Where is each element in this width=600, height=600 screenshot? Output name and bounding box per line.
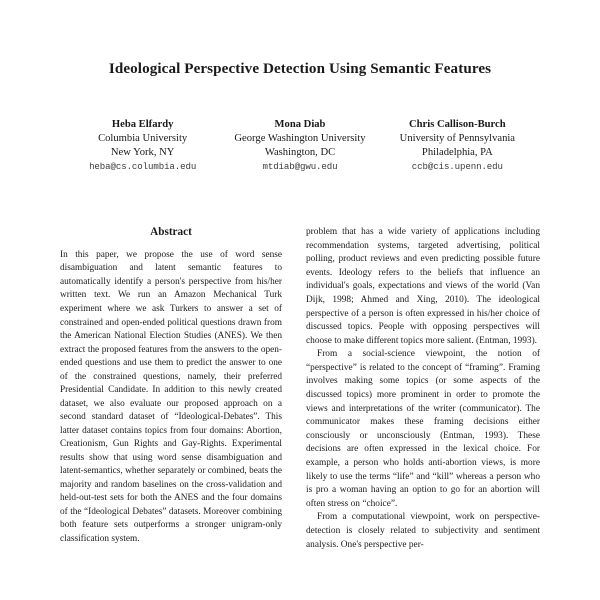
author-email: mtdiab@gwu.edu: [262, 160, 338, 172]
author-name: Heba Elfardy: [111, 118, 174, 130]
author-block: [379, 118, 536, 173]
body-paragraph: From a computational viewpoint, work on perspective-detection is closely related to subjectivity and sentiment analysis. One's perspective per-: [306, 512, 540, 550]
author-block: [221, 118, 378, 173]
two-column-body: [60, 226, 540, 552]
author-affiliation: Columbia University: [98, 132, 188, 144]
author-affiliation: University of Pennsylvania: [399, 132, 516, 144]
introduction-column: [306, 226, 540, 552]
page-title: Ideological Perspective Detection Using Semantic Features: [108, 61, 492, 77]
author-block: [64, 118, 221, 173]
body-paragraph: problem that has a wide variety of applications including recommendation systems, targeted advertising, political polling, product reviews and even predicting possible future events. Ideology refers to the beliefs that influence an individual's goals, expectations and views of the world (Van Dijk, 1998; Ahmed and Xing, 2010). The ideological perspective of a person is often expressed in his/her choice of discussed topics. People with opposing perspectives will choose to make different topics more salient. (Entman, 1993).: [306, 226, 540, 346]
abstract-paragraph: In this paper, we propose the use of word sense disambiguation and latent semantic features to automatically identify a person's perspective from his/her written text. We run an Amazon Mechanical Turk experiment where we ask Turkers to answer a set of constrained and open-ended political questions drawn from the American National Election Studies (ANES). We then extract the proposed features from the answers to the open-ended questions and use them to predict the answer to one of the constrained questions, namely, their preferred Presidential Candidate. In addition to this newly created dataset, we also evaluate our proposed approach on a second standard dataset of “Ideological-Debates”. This latter dataset contains topics from four domains: Abortion, Creationism, Gun Rights and Gay-Rights. Experimental results show that using word sense disambiguation and latent-semantics, whether separately or combined, beats the majority and random baselines on the cross-validation and held-out-test sets for both the ANES and the four domains of the “Ideological Debates” datasets. Moreover combining both feature sets outperforms a stronger unigram-only classification system.: [60, 249, 282, 544]
abstract-column: [60, 226, 282, 552]
abstract-body: [60, 249, 282, 546]
author-location: New York, NY: [110, 146, 175, 158]
author-affiliation: George Washington University: [234, 132, 366, 144]
author-location: Washington, DC: [264, 146, 336, 158]
author-name: Chris Callison-Burch: [409, 118, 506, 130]
author-location: Philadelphia, PA: [421, 146, 493, 158]
author-list: [60, 118, 540, 173]
body-paragraph: From a social-science viewpoint, the notion of “perspective” is related to the concept of “framing”. Framing involves making some topics (or some aspects of the discussed topics) more prominent in order to promote the views and interpretations of the writer (communicator). The communicator makes these framing decisions either consciously or unconsciously (Entman, 1993). These decisions are often expressed in the lexical choice. For example, a person who holds anti-abortion views, is more likely to use the terms “life” and “kill” whereas a person who is pro a woman having an option to go for an abortion will often stress on “choice”.: [306, 349, 540, 509]
author-name: Mona Diab: [274, 118, 326, 130]
author-email: ccb@cis.upenn.edu: [411, 160, 503, 172]
abstract-heading: Abstract: [150, 225, 192, 238]
author-email: heba@cs.columbia.edu: [89, 160, 197, 172]
